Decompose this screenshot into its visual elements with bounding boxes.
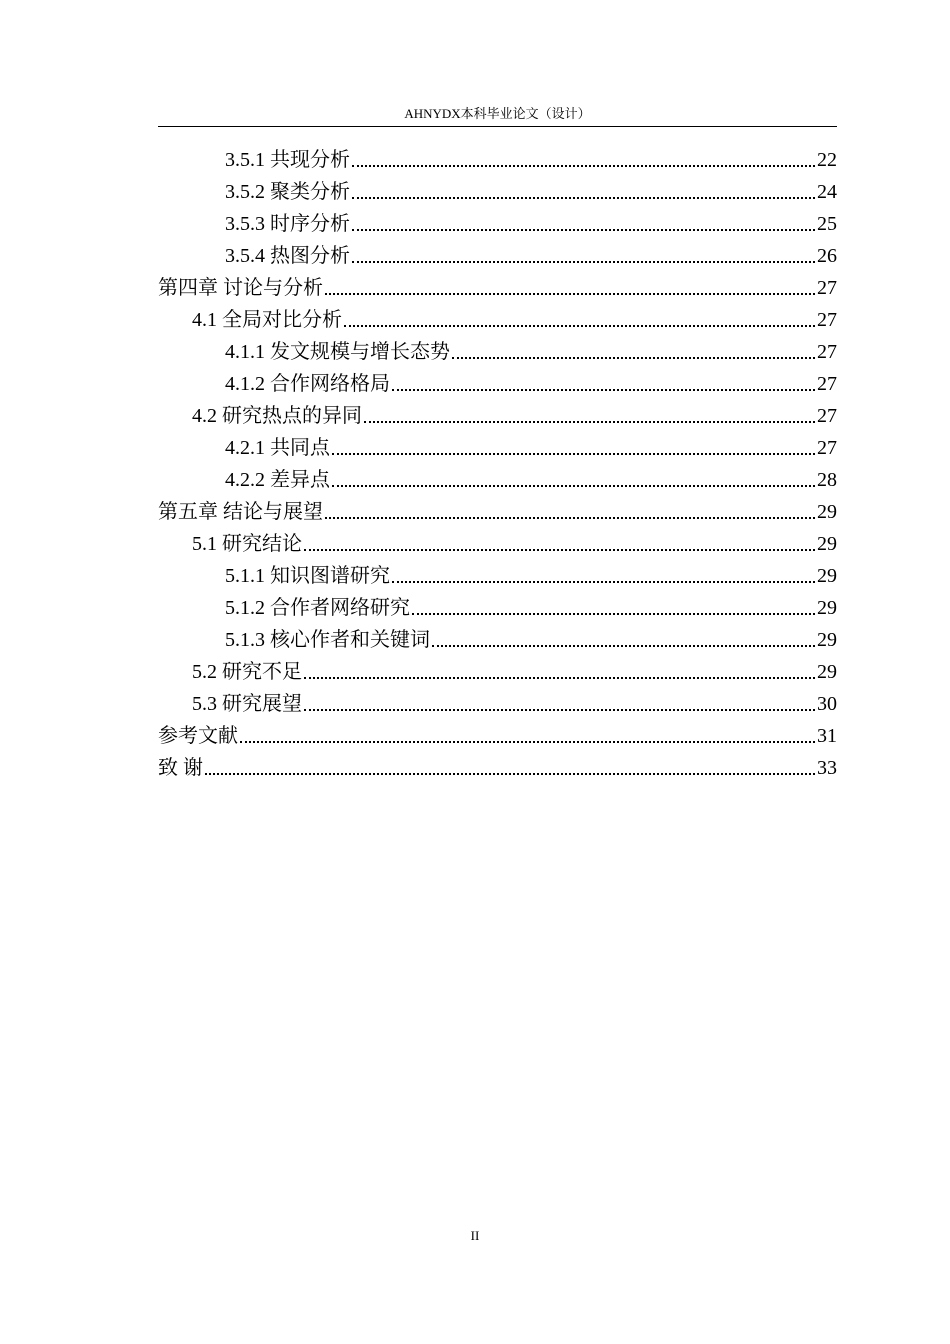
toc-entry-title: 4.1.1 发文规模与增长态势 — [225, 341, 450, 363]
toc-dot-leader — [452, 357, 815, 359]
toc-entry[interactable] — [158, 336, 837, 368]
toc-entry[interactable] — [158, 144, 837, 176]
toc-entry-page: 31 — [817, 725, 837, 747]
toc-entry[interactable] — [158, 400, 837, 432]
toc-entry[interactable] — [158, 688, 837, 720]
toc-entry[interactable] — [158, 560, 837, 592]
toc-entry-title: 5.1 研究结论 — [192, 533, 302, 555]
page-number: II — [470, 1228, 480, 1243]
toc-entry[interactable] — [158, 720, 837, 752]
toc-entry[interactable] — [158, 368, 837, 400]
toc-entry-page: 24 — [817, 181, 837, 203]
toc-entry-page: 29 — [817, 533, 837, 555]
toc-entry[interactable] — [158, 752, 837, 784]
toc-entry-page: 27 — [817, 437, 837, 459]
toc-entry-title: 4.2.1 共同点 — [225, 437, 330, 459]
toc-entry-title: 5.1.2 合作者网络研究 — [225, 597, 410, 619]
toc-entry[interactable] — [158, 592, 837, 624]
toc-entry[interactable] — [158, 272, 837, 304]
toc-dot-leader — [332, 485, 815, 487]
toc-entry-page: 26 — [817, 245, 837, 267]
toc-entry-page: 27 — [817, 405, 837, 427]
page-header: AHNYDX本科毕业论文（设计） — [404, 106, 591, 121]
header-rule — [158, 126, 837, 127]
toc-entry-title: 5.2 研究不足 — [192, 661, 302, 683]
toc-entry-title: 4.2 研究热点的异同 — [192, 405, 362, 427]
toc-dot-leader — [392, 389, 815, 391]
toc-dot-leader — [304, 549, 815, 551]
toc-dot-leader — [412, 613, 815, 615]
toc-dot-leader — [325, 293, 815, 295]
toc-dot-leader — [352, 165, 815, 167]
toc-dot-leader — [332, 453, 815, 455]
toc-entry-title: 3.5.4 热图分析 — [225, 245, 350, 267]
toc-entry-page: 33 — [817, 757, 837, 779]
toc-dot-leader — [325, 517, 815, 519]
toc-entry-title: 致 谢 — [158, 757, 203, 779]
toc-entry-title: 3.5.3 时序分析 — [225, 213, 350, 235]
toc-entry[interactable] — [158, 176, 837, 208]
toc-entry[interactable] — [158, 624, 837, 656]
toc-entry-title: 4.1.2 合作网络格局 — [225, 373, 390, 395]
toc-entry-page: 29 — [817, 565, 837, 587]
toc-entry[interactable] — [158, 528, 837, 560]
toc-entry-title: 第四章 讨论与分析 — [158, 277, 323, 299]
toc-entry-title: 4.1 全局对比分析 — [192, 309, 342, 331]
table-of-contents — [158, 144, 837, 784]
toc-entry-title: 5.3 研究展望 — [192, 693, 302, 715]
toc-entry-page: 29 — [817, 629, 837, 651]
toc-dot-leader — [205, 773, 815, 775]
toc-dot-leader — [352, 229, 815, 231]
toc-dot-leader — [364, 421, 815, 423]
toc-dot-leader — [304, 677, 815, 679]
toc-dot-leader — [344, 325, 815, 327]
toc-entry[interactable] — [158, 304, 837, 336]
toc-entry-page: 22 — [817, 149, 837, 171]
toc-dot-leader — [352, 261, 815, 263]
toc-entry-page: 30 — [817, 693, 837, 715]
toc-entry-title: 4.2.2 差异点 — [225, 469, 330, 491]
toc-dot-leader — [352, 197, 815, 199]
toc-entry-title: 3.5.1 共现分析 — [225, 149, 350, 171]
toc-entry-title: 3.5.2 聚类分析 — [225, 181, 350, 203]
toc-entry-page: 25 — [817, 213, 837, 235]
toc-dot-leader — [304, 709, 815, 711]
toc-dot-leader — [240, 741, 815, 743]
toc-entry-title: 5.1.1 知识图谱研究 — [225, 565, 390, 587]
toc-dot-leader — [392, 581, 815, 583]
toc-entry[interactable] — [158, 656, 837, 688]
toc-entry[interactable] — [158, 208, 837, 240]
toc-entry-page: 29 — [817, 597, 837, 619]
toc-entry-page: 29 — [817, 501, 837, 523]
toc-dot-leader — [432, 645, 815, 647]
toc-entry-title: 5.1.3 核心作者和关键词 — [225, 629, 430, 651]
toc-entry[interactable] — [158, 464, 837, 496]
toc-entry-page: 29 — [817, 661, 837, 683]
toc-entry[interactable] — [158, 432, 837, 464]
toc-entry-page: 27 — [817, 277, 837, 299]
toc-entry-page: 27 — [817, 373, 837, 395]
toc-entry[interactable] — [158, 240, 837, 272]
toc-entry-page: 27 — [817, 341, 837, 363]
toc-entry-page: 27 — [817, 309, 837, 331]
toc-entry-page: 28 — [817, 469, 837, 491]
toc-entry-title: 参考文献 — [158, 725, 238, 747]
toc-entry[interactable] — [158, 496, 837, 528]
toc-entry-title: 第五章 结论与展望 — [158, 501, 323, 523]
